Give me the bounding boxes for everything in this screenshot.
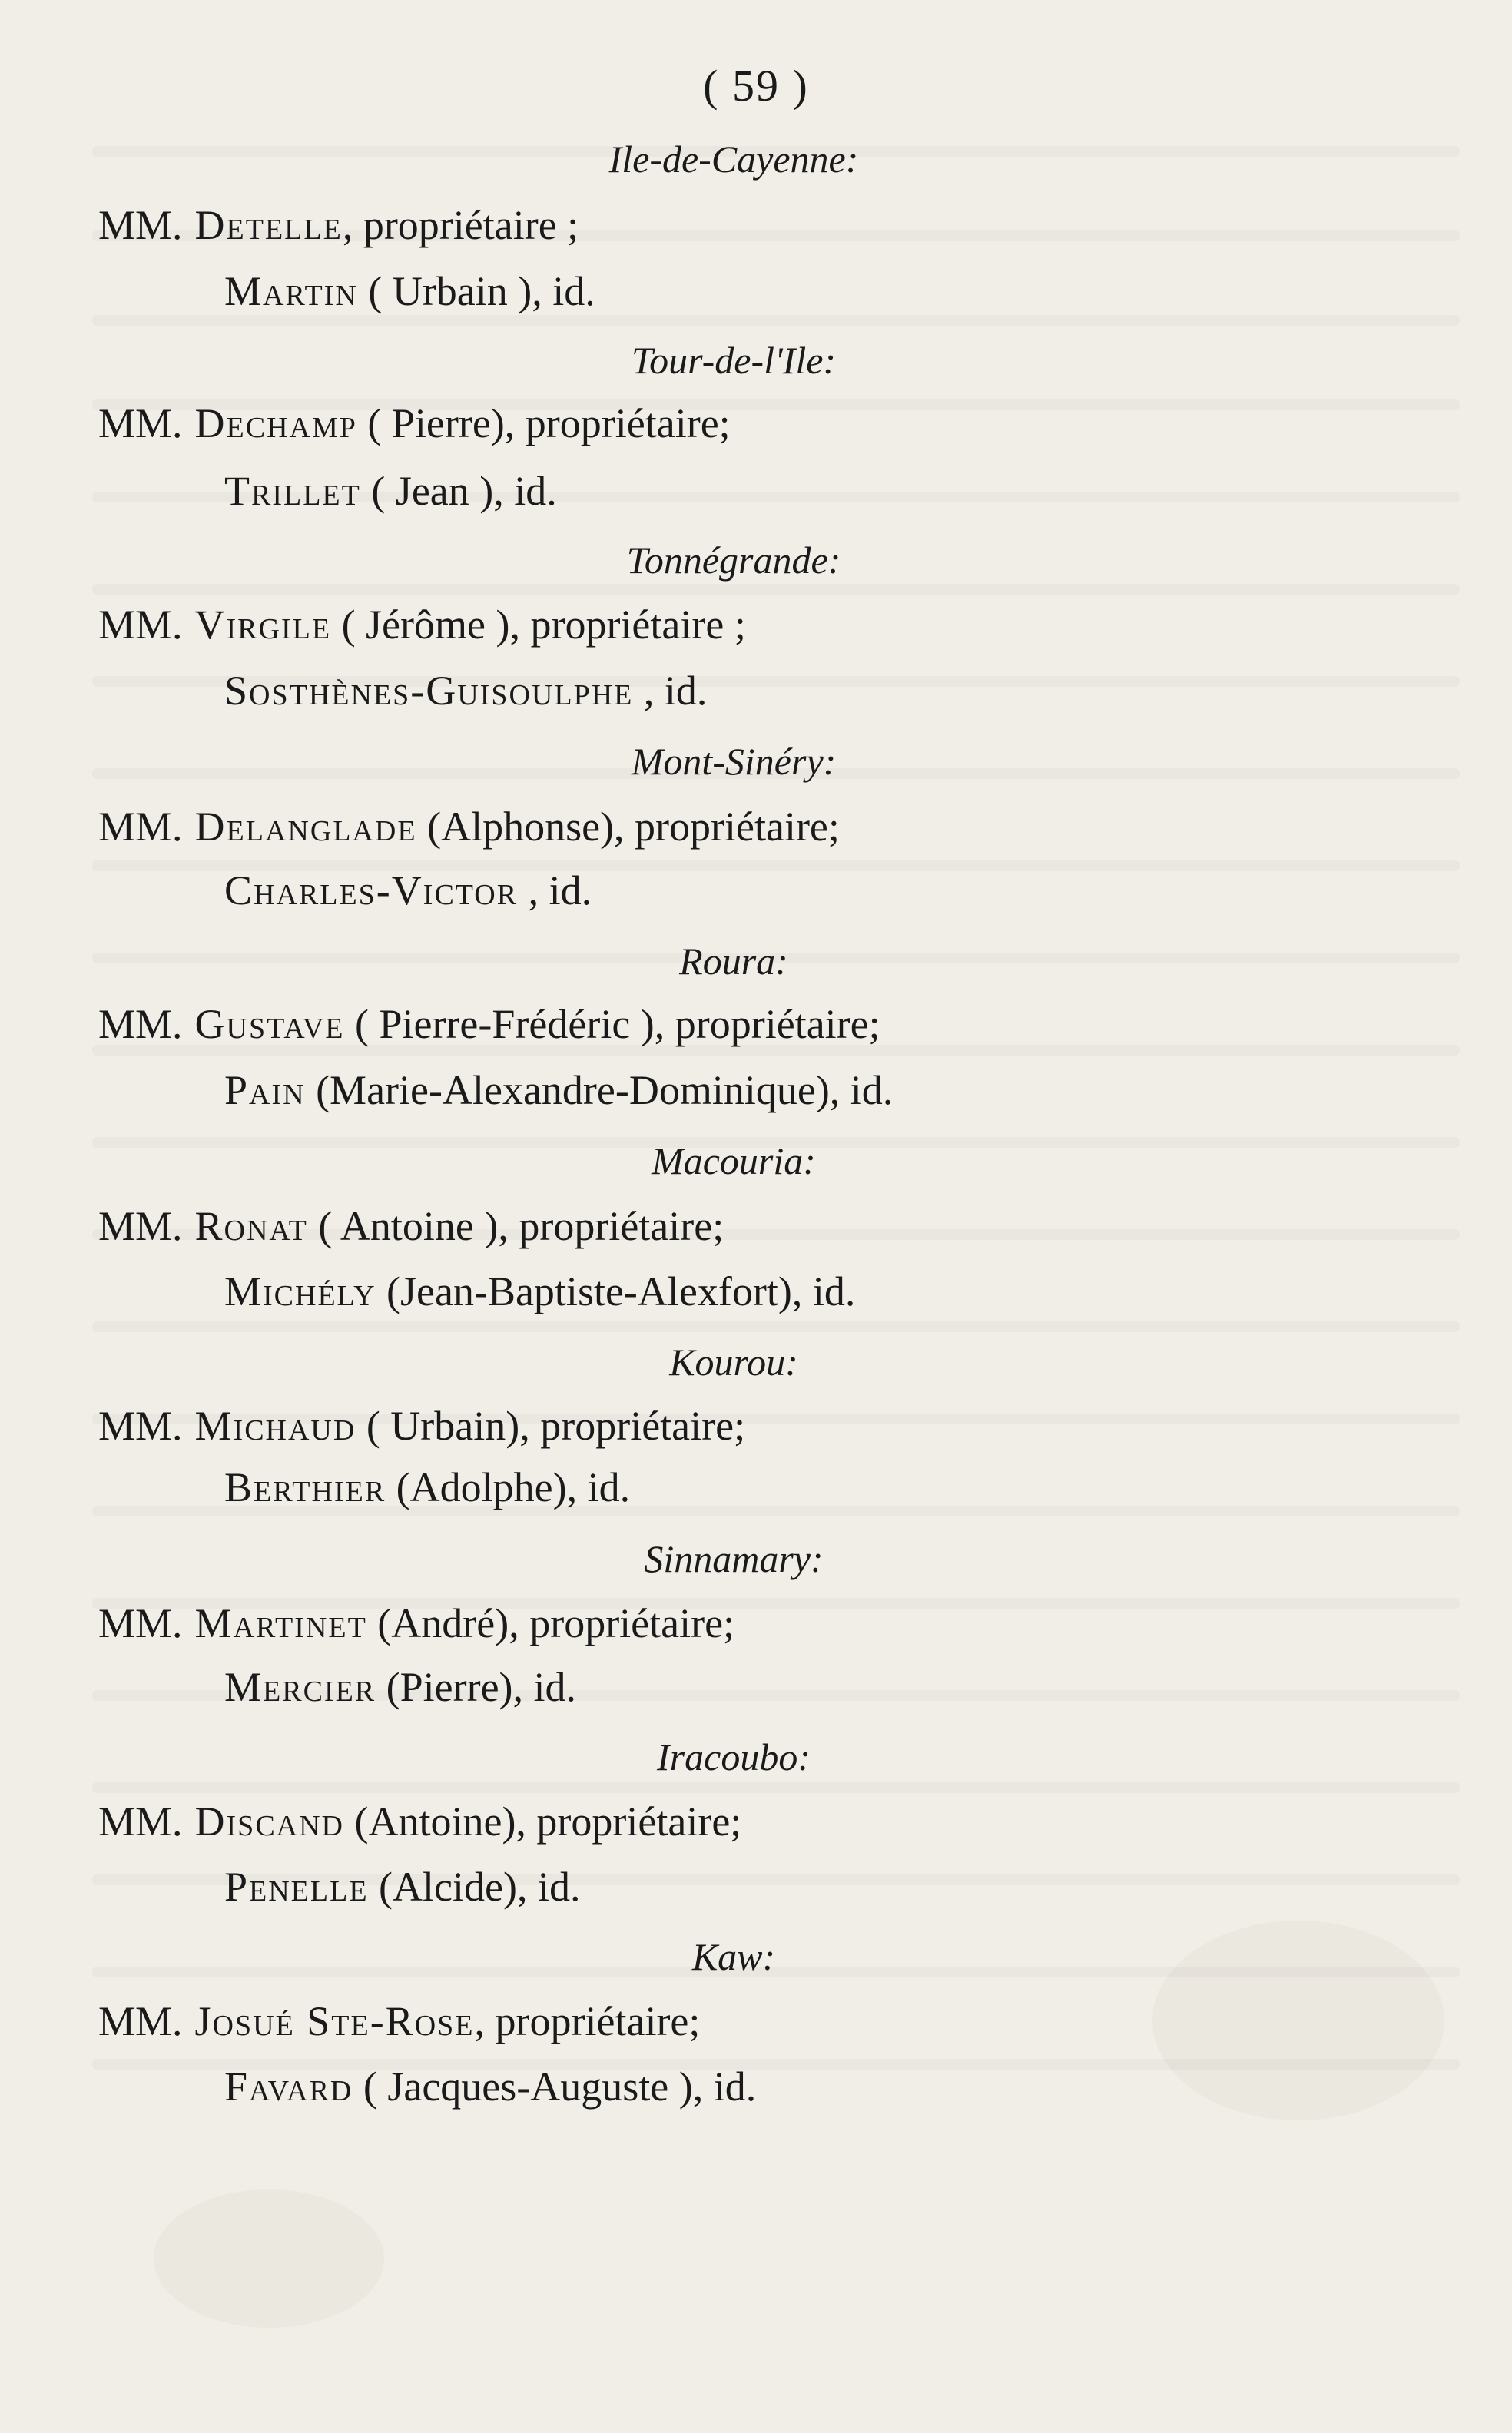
entry-line-second	[224, 667, 707, 714]
entry-details: (André), propriétaire;	[366, 1600, 735, 1646]
honorific: MM.	[98, 1798, 183, 1845]
honorific: MM.	[98, 202, 183, 248]
entry-details: (Alphonse), propriétaire;	[416, 804, 840, 850]
honorific: MM.	[98, 400, 183, 446]
surname: Charles-Victor	[224, 867, 519, 913]
surname: Dechamp	[194, 400, 357, 446]
entry-line-owner	[98, 601, 746, 648]
honorific: MM.	[98, 1203, 183, 1249]
place-heading: Macouria:	[652, 1139, 816, 1182]
entry-line-second	[224, 1463, 630, 1511]
entry-details: (Alcide), id.	[368, 1864, 581, 1910]
place-heading: Mont-Sinéry:	[631, 740, 837, 783]
entry-line-second	[224, 1066, 893, 1114]
entry-line-owner	[98, 399, 731, 447]
entry-details: , propriétaire ;	[342, 202, 579, 248]
entry-line-owner	[98, 1402, 745, 1450]
place-heading: Kaw:	[691, 1935, 776, 1978]
entry-details: (Jean-Baptiste-Alexfort), id.	[376, 1268, 856, 1314]
entry-details: (Marie-Alexandre-Dominique), id.	[305, 1067, 894, 1113]
entry-line-owner	[98, 1000, 880, 1048]
surname: Virgile	[194, 602, 332, 648]
surname: Delanglade	[194, 804, 417, 850]
entry-details: ( Jacques-Auguste ), id.	[353, 2063, 757, 2110]
entry-line-second	[224, 867, 592, 914]
entry-line-second	[224, 1268, 855, 1315]
entry-details: , id.	[518, 867, 592, 913]
surname: Berthier	[224, 1464, 386, 1510]
entry-details: ( Urbain), propriétaire;	[356, 1403, 746, 1449]
entry-details: ( Jean ), id.	[360, 468, 557, 514]
surname: Discand	[194, 1798, 344, 1845]
entry-line-owner	[98, 1997, 700, 2045]
entry-line-owner	[98, 1599, 734, 1647]
place-heading: Roura:	[679, 940, 788, 983]
entry-line-owner	[98, 1798, 741, 1845]
honorific: MM.	[98, 1998, 183, 2044]
honorific: MM.	[98, 602, 183, 648]
honorific: MM.	[98, 1001, 183, 1047]
entry-details: (Adolphe), id.	[386, 1464, 631, 1510]
surname: Favard	[224, 2063, 353, 2110]
entry-details: ( Pierre), propriétaire;	[356, 400, 731, 446]
surname: Sosthènes-Guisoulphe	[224, 668, 634, 714]
entry-details: ( Pierre-Frédéric ), propriétaire;	[344, 1001, 880, 1047]
entry-line-owner	[98, 803, 840, 850]
surname: Josué Ste-Rose	[194, 1998, 475, 2044]
entry-line-second	[224, 467, 557, 515]
place-heading: Tour-de-l'Ile:	[631, 339, 837, 382]
entry-line-owner	[98, 1202, 724, 1250]
surname: Martinet	[194, 1600, 367, 1646]
surname: Trillet	[224, 468, 361, 514]
place-heading: Iracoubo:	[657, 1735, 811, 1778]
surname: Mercier	[224, 1664, 376, 1710]
place-heading: Kourou:	[669, 1341, 798, 1384]
place-heading: Ile-de-Cayenne:	[608, 138, 859, 181]
entry-details: , propriétaire;	[474, 1998, 701, 2044]
entry-line-second	[224, 1663, 576, 1711]
entry-details: ( Urbain ), id.	[357, 268, 595, 314]
surname: Ronat	[194, 1203, 308, 1249]
honorific: MM.	[98, 1600, 183, 1646]
place-heading: Tonnégrande:	[626, 539, 841, 582]
entry-details: ( Antoine ), propriétaire;	[307, 1203, 724, 1249]
entry-details: (Antoine), propriétaire;	[344, 1798, 742, 1845]
entry-details: (Pierre), id.	[376, 1664, 577, 1710]
entry-line-second	[224, 2063, 756, 2110]
surname: Michaud	[194, 1403, 356, 1449]
page-number: ( 59 )	[703, 61, 809, 111]
honorific: MM.	[98, 804, 183, 850]
entry-line-second	[224, 1863, 580, 1911]
surname: Pain	[224, 1067, 306, 1113]
honorific: MM.	[98, 1403, 183, 1449]
surname: Martin	[224, 268, 358, 314]
entry-details: ( Jérôme ), propriétaire ;	[331, 602, 746, 648]
surname: Detelle	[194, 202, 343, 248]
entry-line-owner	[98, 201, 579, 249]
surname: Penelle	[224, 1864, 369, 1910]
surname: Gustave	[194, 1001, 345, 1047]
entry-line-second	[224, 267, 595, 315]
surname: Michély	[224, 1268, 376, 1314]
entry-details: , id.	[633, 668, 708, 714]
place-heading: Sinnamary:	[644, 1537, 824, 1580]
